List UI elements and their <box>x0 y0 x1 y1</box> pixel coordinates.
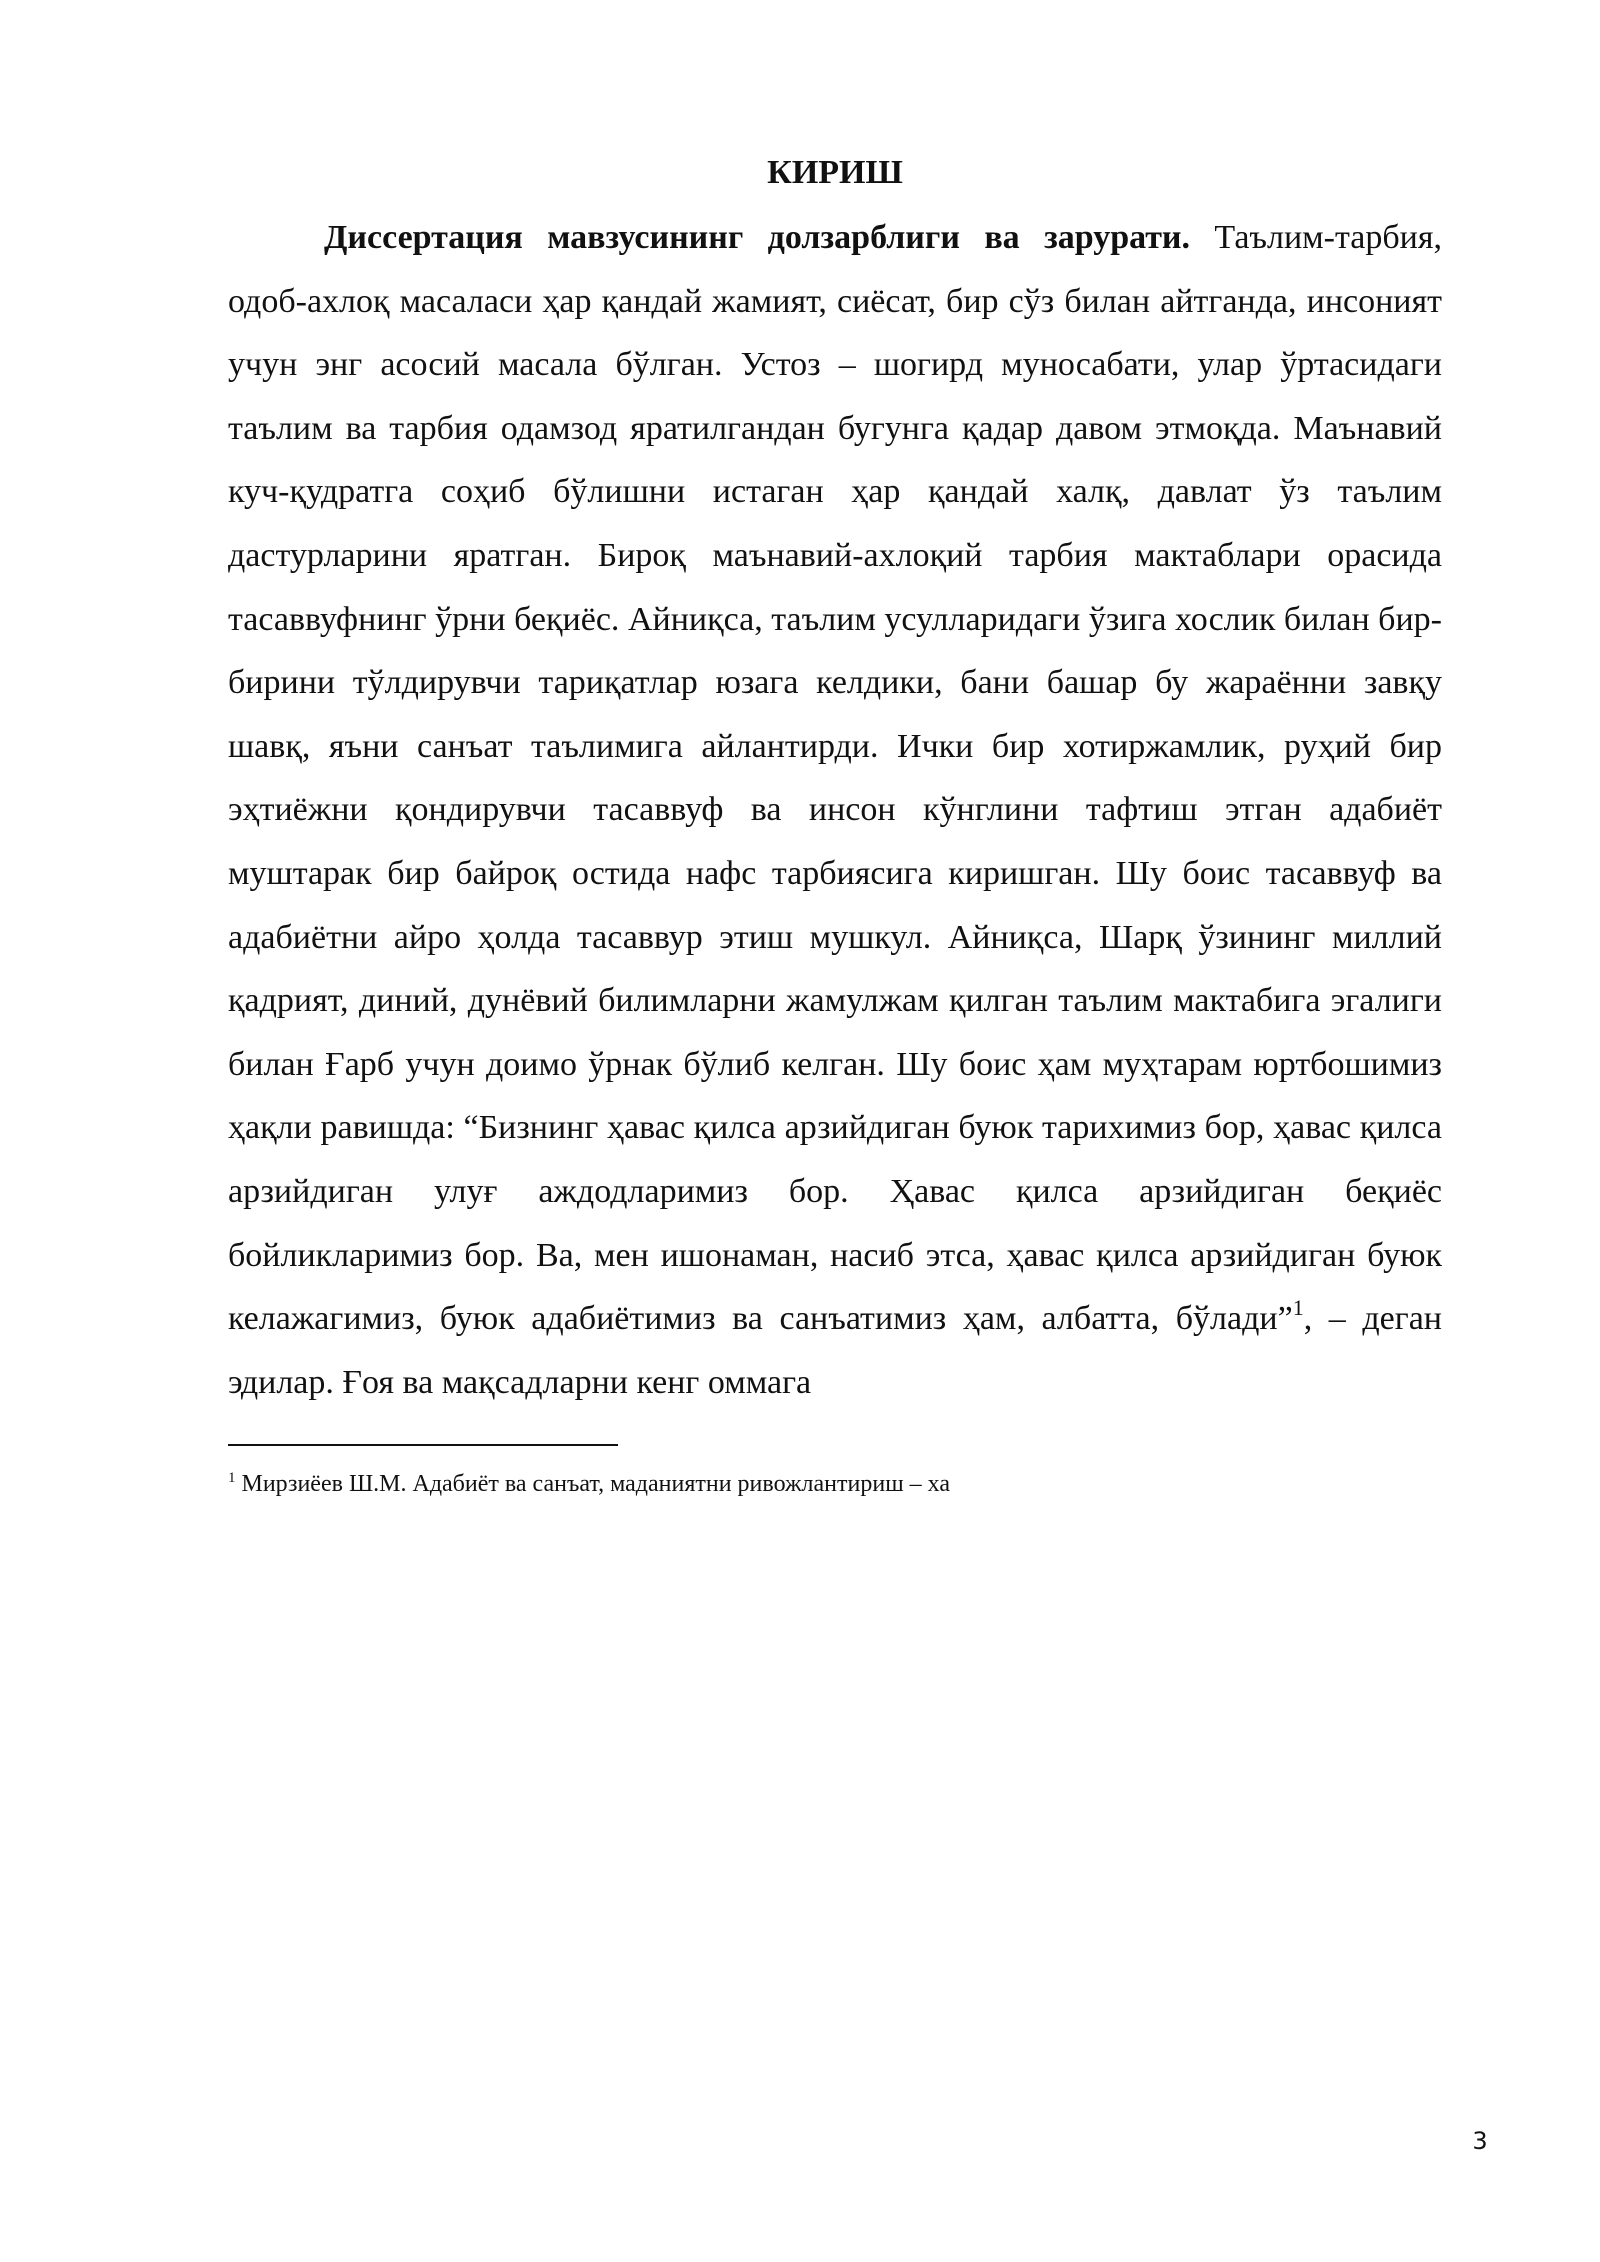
footnote-marker: 1 <box>228 1470 236 1486</box>
footnote-separator <box>228 1444 618 1446</box>
paragraph-tail: , – деган эдилар. Ғоя ва мақсадларни кенг оммага <box>228 1300 1443 1401</box>
footnote-reference[interactable]: 1 <box>1292 1295 1304 1321</box>
page-number: 3 <box>1472 2127 1488 2155</box>
paragraph-text: Таълим-тарбия, одоб-ахлоқ масаласи ҳар қандай жамият, сиёсат, бир сўз билан айтганда, инсоният учун энг асосий масала бўлган. Устоз – шогирд муносабати, улар ўртасидаги таълим ва тарбия одамзод яратилгандан бугунга қадар давом этмоқда. Маънавий куч-қудратга соҳиб бўлишни истаган ҳар қандай халқ, давлат ўз таълим дастурларини яратган. Бироқ маънавий-ахлоқий тарбия мактаблари орасида тасаввуфнинг ўрни беқиёс. Айниқса, таълим усулларидаги ўзига хослик билан бир-бирини тўлдирувчи тариқатлар юзага келдики, бани башар бу жараённи завқу шавқ, яъни санъат таълимига айлантирди. Ички бир хотиржамлик, руҳий бир эҳтиёжни қондирувчи тасаввуф ва инсон кўнглини тафтиш этган адабиёт муштарак бир байроқ остида нафс тарбиясига киришган. Шу боис тасаввуф ва адабиётни айро ҳолда тасаввур этиш мушкул. Айниқса, Шарқ ўзининг миллий қадрият, диний, дунёвий билимларни жамулжам қилган таълим мактабига эгалиги билан Ғарб учун доимо ўрнак бўлиб келган. Шу боис ҳам муҳтарам юртбошимиз ҳақли равишда: “Бизнинг ҳавас қилса арзийдиган буюк тарихимиз бор, ҳавас қилса арзийдиган улуғ аждодларимиз бор. Ҳавас қилса арзийдиган беқиёс бойликларимиз бор. Ва, мен ишонаман, насиб этса, ҳавас қилса арзийдиган буюк келажагимиз, буюк адабиётимиз ва санъатимиз ҳам, албатта, бўлади” <box>228 219 1442 1338</box>
footnote <box>228 1468 1442 1500</box>
paragraph-lead-heading: Диссертация мавзусининг долзарблиги ва зарурати. <box>324 219 1191 256</box>
footnote-text: Мирзиёев Ш.М. Адабиёт ва санъат, маданиятни ривожлантириш – ха <box>235 1471 951 1497</box>
page-heading: КИРИШ <box>767 154 903 191</box>
body-paragraph <box>228 206 1442 1414</box>
